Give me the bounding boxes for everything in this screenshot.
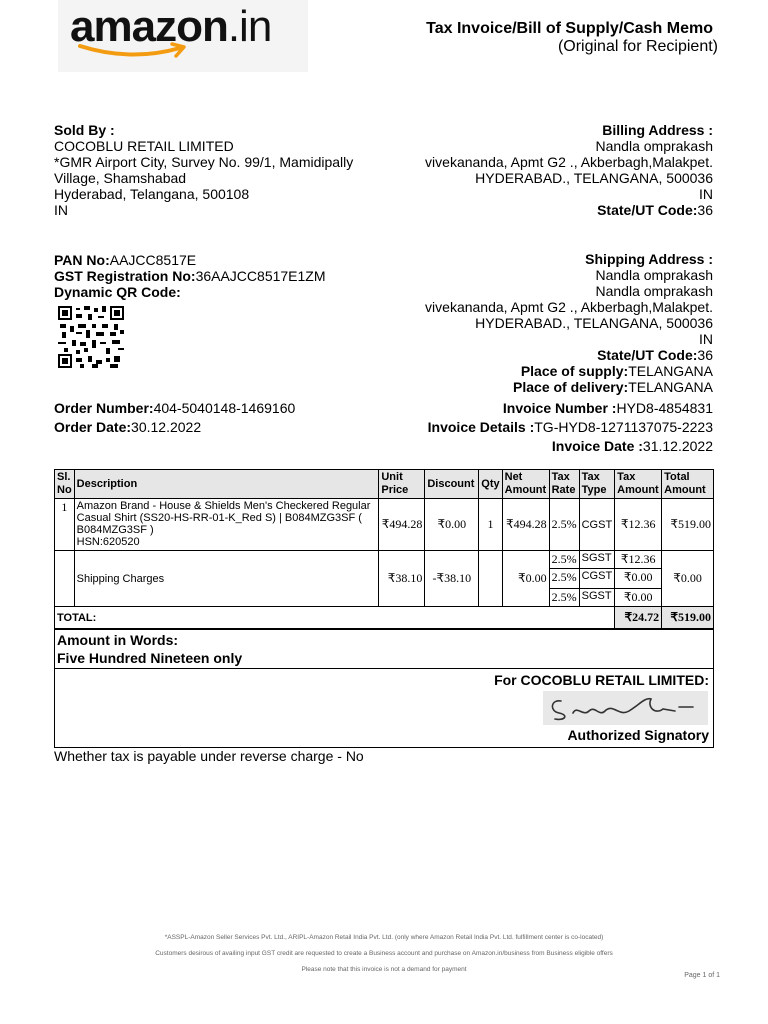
place-of-delivery-label: Place of delivery:: [513, 379, 629, 395]
billing-block: [383, 122, 713, 218]
shipping-discount: -₹38.10: [425, 569, 479, 589]
item-net-amount: ₹494.28: [502, 499, 549, 551]
logo-brand: amazon: [70, 2, 228, 51]
footer-line3: Please note that this invoice is not a demand for payment: [301, 966, 467, 973]
col-net-amount: Net Amount: [502, 470, 549, 499]
col-qty: Qty: [479, 470, 502, 499]
item-tax-rate: 2.5%: [549, 499, 579, 551]
col-unit-price: Unit Price: [379, 470, 425, 499]
logo-suffix: .in: [227, 2, 272, 51]
table-row: [55, 551, 714, 569]
qr-label: Dynamic QR Code:: [54, 284, 181, 300]
item-tax-rate-2: 2.5%: [549, 551, 579, 569]
pan-value: AAJCC8517E: [109, 252, 197, 268]
table-header-row: [55, 470, 714, 499]
place-of-delivery: TELANGANA: [628, 379, 713, 395]
total-label: TOTAL:: [55, 607, 615, 629]
invoice-subtitle: (Original for Recipient): [557, 38, 718, 55]
shipping-state-code: 36: [697, 347, 713, 363]
item-tax-type-2: SGST: [579, 551, 615, 569]
total-amount: ₹519.00: [662, 607, 714, 629]
order-date: 30.12.2022: [131, 419, 202, 435]
item-hsn: HSN:620520: [76, 536, 140, 548]
billing-line2: HYDERABAD., TELANGANA, 500036: [475, 170, 713, 186]
signature-scribble-icon: [543, 691, 708, 725]
col-description: Description: [74, 470, 379, 499]
amount-in-words-label: Amount in Words:: [57, 632, 179, 648]
shipping-tax-type: CGST: [579, 569, 615, 589]
item-qty: 1: [479, 499, 502, 551]
shipping-name-2: Nandla omprakash: [595, 283, 713, 299]
billing-country: IN: [699, 186, 713, 202]
signature-for-label: For COCOBLU RETAIL LIMITED:: [494, 672, 709, 688]
invoice-block: [373, 399, 713, 456]
shipping-tax-rate: 2.5%: [549, 569, 579, 589]
col-total-amount: Total Amount: [662, 470, 714, 499]
shipping-line2: HYDERABAD., TELANGANA, 500036: [475, 315, 713, 331]
seller-address-line1: *GMR Airport City, Survey No. 99/1, Mamidipally: [54, 154, 354, 170]
item-total-amount: ₹519.00: [662, 499, 714, 551]
page-number: Page 1 of 1: [684, 972, 720, 979]
item-description: [74, 499, 379, 551]
gst-label: GST Registration No:: [54, 268, 196, 284]
table-row: [55, 569, 714, 589]
shipping-total-amount: ₹0.00: [662, 569, 714, 589]
seller-address-line3: Hyderabad, Telangana, 500108: [54, 186, 250, 202]
item-tax-type: CGST: [579, 499, 615, 551]
invoice-number-label: Invoice Number :: [502, 400, 617, 416]
shipping-line1: vivekananda, Apmt G2 ., Akberbagh,Malakpet.: [425, 299, 713, 315]
billing-line1: vivekananda, Apmt G2 ., Akberbagh,Malakpet.: [425, 154, 713, 170]
total-row: [55, 607, 714, 629]
seller-address-line2: Village, Shamshabad: [54, 170, 187, 186]
shipping-net-amount: ₹0.00: [502, 569, 549, 589]
invoice-details-label: Invoice Details :: [427, 419, 535, 435]
seller-name: COCOBLU RETAIL LIMITED: [54, 138, 234, 154]
shipping-tax-rate-2: 2.5%: [549, 589, 579, 607]
seller-country: IN: [54, 202, 68, 218]
total-tax-amount: ₹24.72: [615, 607, 662, 629]
shipping-country: IN: [699, 331, 713, 347]
order-number-label: Order Number:: [54, 400, 154, 416]
order-number: 404-5040148-1469160: [153, 400, 296, 416]
signature-image: [543, 691, 708, 725]
shipping-name: Nandla omprakash: [595, 267, 713, 283]
col-tax-rate: Tax Rate: [549, 470, 579, 499]
place-of-supply: TELANGANA: [628, 363, 713, 379]
pan-label: PAN No:: [54, 252, 110, 268]
col-discount: Discount: [425, 470, 479, 499]
item-tax-amount: ₹12.36: [615, 499, 662, 551]
shipping-tax-amount: ₹0.00: [615, 569, 662, 589]
order-block: [54, 399, 394, 437]
item-tax-amount-2: ₹12.36: [615, 551, 662, 569]
table-row: [55, 589, 714, 607]
col-sl: Sl. No: [55, 470, 75, 499]
qr-code-icon: [58, 306, 124, 368]
invoice-date-label: Invoice Date :: [551, 438, 643, 454]
signature-box: [54, 668, 714, 748]
billing-label: Billing Address :: [602, 122, 713, 138]
shipping-tax-type-2: SGST: [579, 589, 615, 607]
shipping-unit-price: ₹38.10: [379, 569, 425, 589]
invoice-details: TG-HYD8-1271137075-2223: [534, 419, 713, 435]
shipping-charges-desc: Shipping Charges: [74, 569, 379, 589]
order-date-label: Order Date:: [54, 419, 132, 435]
smile-arrow-icon: [76, 42, 196, 60]
col-tax-type: Tax Type: [579, 470, 615, 499]
invoice-number: HYD8-4854831: [616, 400, 713, 416]
col-tax-amount: Tax Amount: [615, 470, 662, 499]
shipping-block: [373, 251, 713, 395]
billing-state-code: 36: [697, 202, 713, 218]
billing-name: Nandla omprakash: [595, 138, 713, 154]
item-unit-price: ₹494.28: [379, 499, 425, 551]
tax-ids-block: [54, 252, 394, 300]
item-sl: 1: [55, 499, 75, 551]
billing-state-label: State/UT Code:: [597, 202, 698, 218]
reverse-charge-note: Whether tax is payable under reverse charge - No: [54, 748, 364, 764]
table-row: [55, 499, 714, 551]
shipping-label: Shipping Address :: [585, 251, 713, 267]
gst-value: 36AAJCC8517E1ZM: [195, 268, 326, 284]
sold-by-label: Sold By :: [54, 122, 115, 138]
footer-line1: *ASSPL-Amazon Seller Services Pvt. Ltd., ARIPL-Amazon Retail India Pvt. Ltd. (only where Amazon Retail India Pvt. Ltd. fulfillment center is co-located): [164, 934, 604, 941]
item-desc-text: Amazon Brand - House & Shields Men's Checkered Regular Casual Shirt (SS20-HS-RR-01-K_Red S) | B084MZG3SF ( B084MZG3SF ): [76, 500, 371, 536]
place-of-supply-label: Place of supply:: [520, 363, 629, 379]
invoice-title: Tax Invoice/Bill of Supply/Cash Memo: [426, 20, 713, 37]
amount-in-words: Five Hundred Nineteen only: [57, 650, 243, 666]
shipping-tax-amount-2: ₹0.00: [615, 589, 662, 607]
shipping-state-label: State/UT Code:: [597, 347, 698, 363]
seller-block: [54, 122, 384, 218]
amazon-logo: [58, 0, 308, 72]
invoice-date: 31.12.2022: [642, 438, 713, 454]
footer-line2: Customers desirous of availing input GST credit are requested to create a Business account and purchase on Amazon.in/business from Business eligible offers: [155, 950, 613, 957]
authorized-signatory: Authorized Signatory: [567, 727, 709, 743]
item-discount: ₹0.00: [425, 499, 479, 551]
items-table: [54, 469, 714, 629]
amount-in-words-box: [54, 629, 714, 669]
